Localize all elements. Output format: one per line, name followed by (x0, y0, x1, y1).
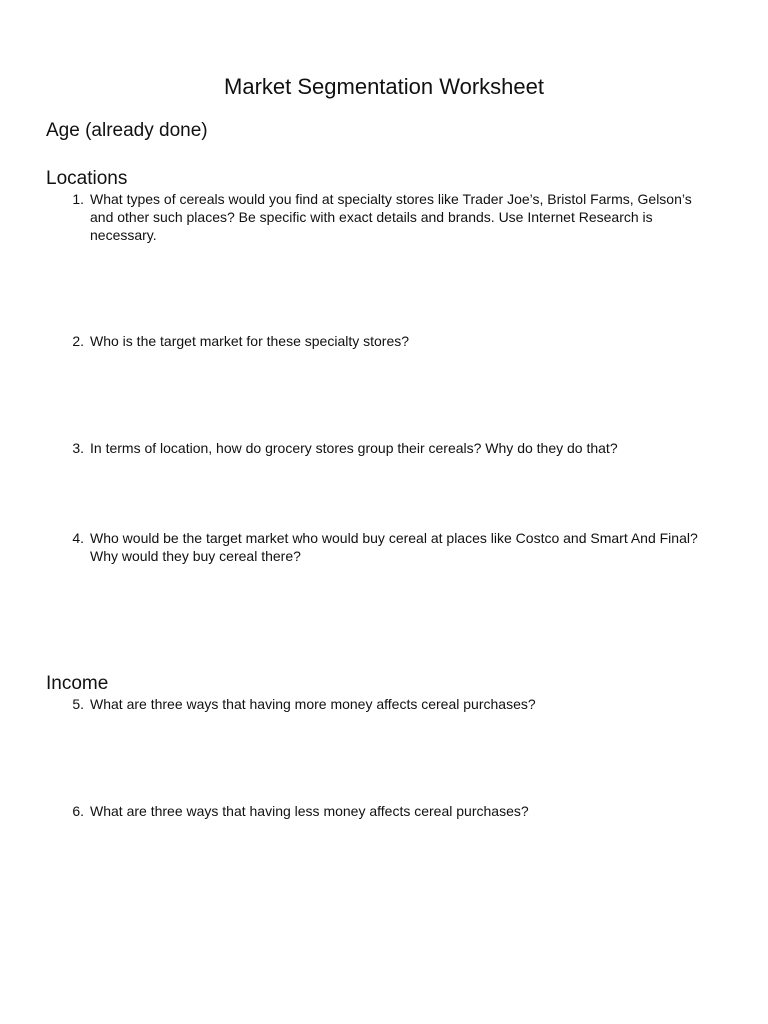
question-number: 1. (72, 191, 84, 207)
question-4 (66, 529, 716, 565)
question-number: 4. (72, 530, 84, 546)
question-3 (66, 439, 716, 457)
question-text: What types of cereals would you find at specialty stores like Trader Joe’s, Bristol Farms, Gelson’s and other such places? Be specific with exact details and brands. Use Internet Research is necessary. (90, 191, 692, 243)
question-text: What are three ways that having more money affects cereal purchases? (90, 696, 536, 712)
question-1 (66, 190, 716, 244)
question-text: Who is the target market for these specialty stores? (90, 333, 410, 349)
page-title: Market Segmentation Worksheet (224, 74, 544, 99)
question-text: What are three ways that having less money affects cereal purchases? (90, 803, 529, 819)
question-number: 2. (72, 333, 84, 349)
question-number: 6. (72, 803, 84, 819)
question-6 (66, 802, 716, 820)
question-2 (66, 332, 716, 350)
question-text: Who would be the target market who would buy cereal at places like Costco and Smart And Final? Why would they buy cereal there? (90, 530, 698, 564)
section-heading-locations: Locations (46, 168, 128, 189)
question-number: 3. (72, 440, 84, 456)
question-5 (66, 695, 716, 713)
section-heading-income: Income (46, 673, 109, 694)
section-heading-age: Age (already done) (46, 120, 208, 141)
question-number: 5. (72, 696, 84, 712)
question-text: In terms of location, how do grocery stores group their cereals? Why do they do that? (90, 440, 618, 456)
